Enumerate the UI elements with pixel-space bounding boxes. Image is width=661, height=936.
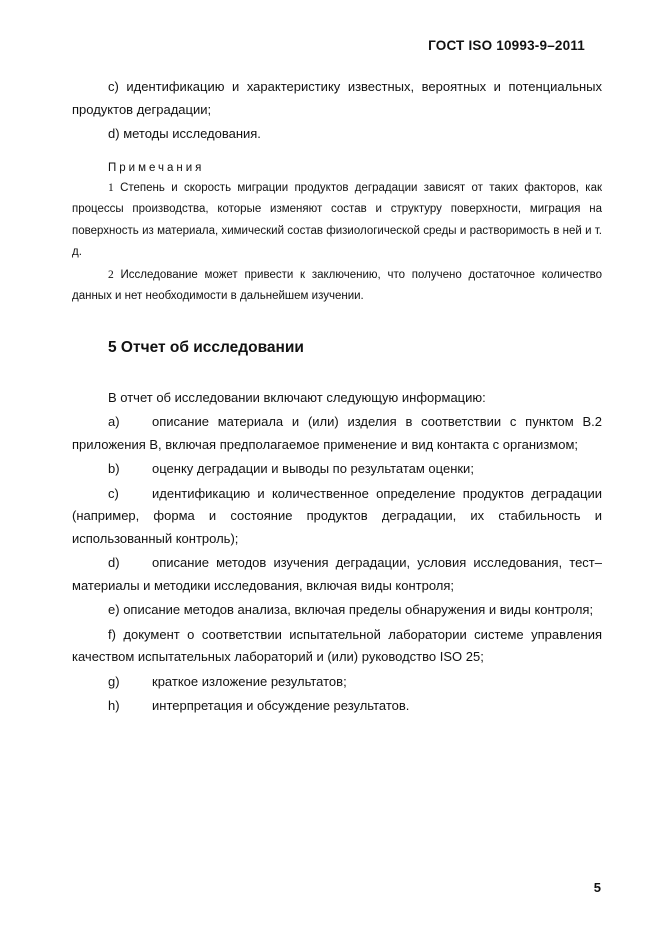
section-intro: В отчет об исследовании включают следующую информацию: [108, 389, 486, 405]
list-item [72, 76, 602, 121]
list-item [72, 695, 602, 718]
item-text: документ о соответствии испытательной лаборатории системе управления качеством испытательных лабораторий и (или) руководство ISO 25; [72, 626, 602, 664]
list-item [72, 411, 602, 456]
item-marker: g) [108, 673, 120, 689]
item-text: методы исследования. [123, 126, 261, 141]
item-text: описание методов изучения деградации, условия исследования, тест–материалы и методики исследования, включая виды контроля; [72, 555, 602, 593]
item-marker: h) [108, 698, 120, 713]
item-marker: a) [108, 414, 120, 429]
item-marker: e) [108, 602, 120, 617]
item-text: идентификацию и количественное определение продуктов деградации (например, форма и состояние продуктов деградации, их стабильность и использованный контроль); [72, 485, 602, 546]
list-item [72, 458, 602, 481]
item-marker: f) [108, 626, 116, 642]
section-title: 5 Отчет об исследовании [108, 338, 304, 356]
item-marker: c) [108, 485, 119, 501]
note-item [72, 265, 602, 308]
item-text: описание методов анализа, включая пределы обнаружения и виды контроля; [123, 602, 594, 617]
notes-heading: Примечания [108, 161, 205, 174]
note-number: 1 [108, 181, 114, 194]
note-text: Степень и скорость миграции продуктов деградации зависят от таких факторов, как процессы производства, которые изменяют состав и структуру поверхности, миграция на поверхность из материала, химический состав физиологической среды и растворимость в ней и т. д. [72, 181, 602, 258]
item-marker: d) [108, 555, 120, 570]
list-item [72, 599, 602, 622]
note-text: Исследование может привести к заключению, что получено достаточное количество данных и нет необходимости в дальнейшем изучении. [72, 268, 602, 302]
list-item [72, 624, 602, 669]
item-text: описание материала и (или) изделия в соответствии с пунктом В.2 приложения В, включая предполагаемое применение и вид контакта с организмом; [72, 414, 602, 452]
page-number: 5 [593, 880, 601, 895]
item-text: оценку деградации и выводы по результатам оценки; [152, 461, 474, 476]
item-marker: b) [108, 461, 120, 476]
note-item [72, 178, 602, 264]
item-text: идентификацию и характеристику известных, вероятных и потенциальных продуктов деградации; [72, 79, 602, 117]
item-text: интерпретация и обсуждение результатов. [152, 698, 410, 713]
item-marker: d) [108, 126, 120, 141]
page-body [72, 76, 602, 720]
list-item [72, 483, 602, 551]
document-code-header: ГОСТ ISO 10993-9–2011 [428, 38, 585, 53]
note-number: 2 [108, 268, 114, 281]
item-text: краткое изложение результатов; [152, 673, 347, 689]
list-item [72, 671, 602, 694]
list-item [72, 123, 602, 146]
list-item [72, 552, 602, 597]
item-marker: c) [108, 79, 119, 94]
